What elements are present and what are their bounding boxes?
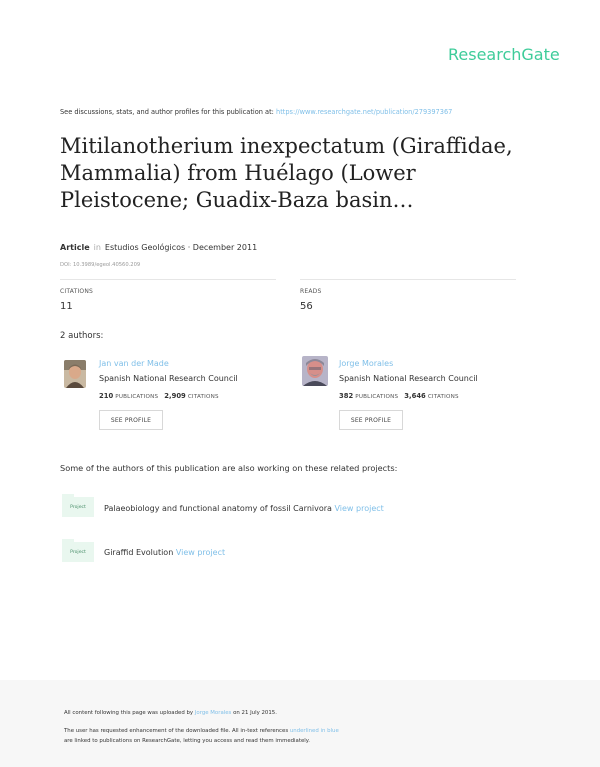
- journal-date: Estudios Geológicos · December 2011: [104, 243, 258, 252]
- author-avatar-morales[interactable]: [302, 356, 328, 386]
- publication-type: Article: [60, 243, 90, 252]
- project-badge: Project: [62, 497, 94, 517]
- project-item: [104, 548, 225, 557]
- author-name-link[interactable]: Jan van der Made: [99, 359, 169, 368]
- citations-label: CITATIONS: [60, 288, 94, 295]
- author-citations-label: CITATIONS: [427, 394, 459, 400]
- publications-label: PUBLICATIONS: [355, 394, 399, 400]
- uploader-link[interactable]: Jorge Morales: [194, 710, 232, 716]
- author-institution: Spanish National Research Council: [99, 374, 238, 383]
- publication-url-link[interactable]: https://www.researchgate.net/publication/279397367: [276, 108, 453, 116]
- author-stats: [339, 392, 459, 400]
- see-profile-button[interactable]: SEE PROFILE: [99, 410, 163, 430]
- underlined-blue-link[interactable]: underlined in blue: [289, 728, 339, 734]
- citations-value: 11: [60, 301, 73, 312]
- author-citations-count: 3,646: [404, 392, 426, 400]
- view-project-link[interactable]: View project: [175, 548, 226, 557]
- author-photo-icon: [302, 356, 328, 386]
- footer: [0, 680, 600, 767]
- researchgate-logo[interactable]: ResearchGate: [448, 45, 560, 64]
- citations-divider: [60, 279, 276, 280]
- notice-prefix: The user has requested enhancement of the downloaded file. All in-text references: [64, 728, 289, 734]
- author-citations-label: CITATIONS: [187, 394, 219, 400]
- publications-label: PUBLICATIONS: [115, 394, 159, 400]
- see-profile-button[interactable]: SEE PROFILE: [339, 410, 403, 430]
- upload-prefix: All content following this page was uploaded by: [64, 710, 194, 716]
- author-stats: [99, 392, 219, 400]
- reads-label: READS: [300, 288, 322, 295]
- notice-line-2: are linked to publications on ResearchGate, letting you access and read them immediately.: [64, 738, 310, 744]
- project-badge: Project: [62, 542, 94, 562]
- in-word: in: [93, 243, 101, 252]
- publication-title: Mitilanotherium inexpectatum (Giraffidae, Mammalia) from Huélago (Lower Pleistocene; Guadix-Baza basin…: [60, 134, 513, 212]
- view-project-link[interactable]: View project: [334, 504, 384, 513]
- publication-meta: [60, 243, 257, 252]
- project-title: Palaeobiology and functional anatomy of fossil Carnivora: [104, 504, 332, 513]
- discussion-line: [60, 108, 452, 116]
- project-item: [104, 504, 384, 513]
- notice-line: [64, 728, 339, 734]
- discussion-prefix: See discussions, stats, and author profiles for this publication at:: [60, 108, 274, 116]
- author-name-link[interactable]: Jorge Morales: [339, 359, 394, 368]
- publication-doi: DOI: 10.3989/egeol.40560.209: [60, 262, 141, 268]
- reads-value: 56: [300, 301, 313, 312]
- upload-line: [64, 710, 277, 716]
- projects-heading: Some of the authors of this publication are also working on these related projects:: [60, 463, 398, 473]
- upload-suffix: on 21 July 2015.: [233, 710, 277, 716]
- publications-count: 210: [99, 392, 114, 400]
- author-citations-count: 2,909: [164, 392, 186, 400]
- publications-count: 382: [339, 392, 354, 400]
- author-photo-icon: [64, 360, 86, 388]
- authors-heading: 2 authors:: [60, 331, 104, 341]
- reads-divider: [300, 279, 516, 280]
- author-institution: Spanish National Research Council: [339, 374, 478, 383]
- project-title: Giraffid Evolution: [104, 548, 174, 557]
- author-avatar-van-der-made[interactable]: [64, 360, 86, 388]
